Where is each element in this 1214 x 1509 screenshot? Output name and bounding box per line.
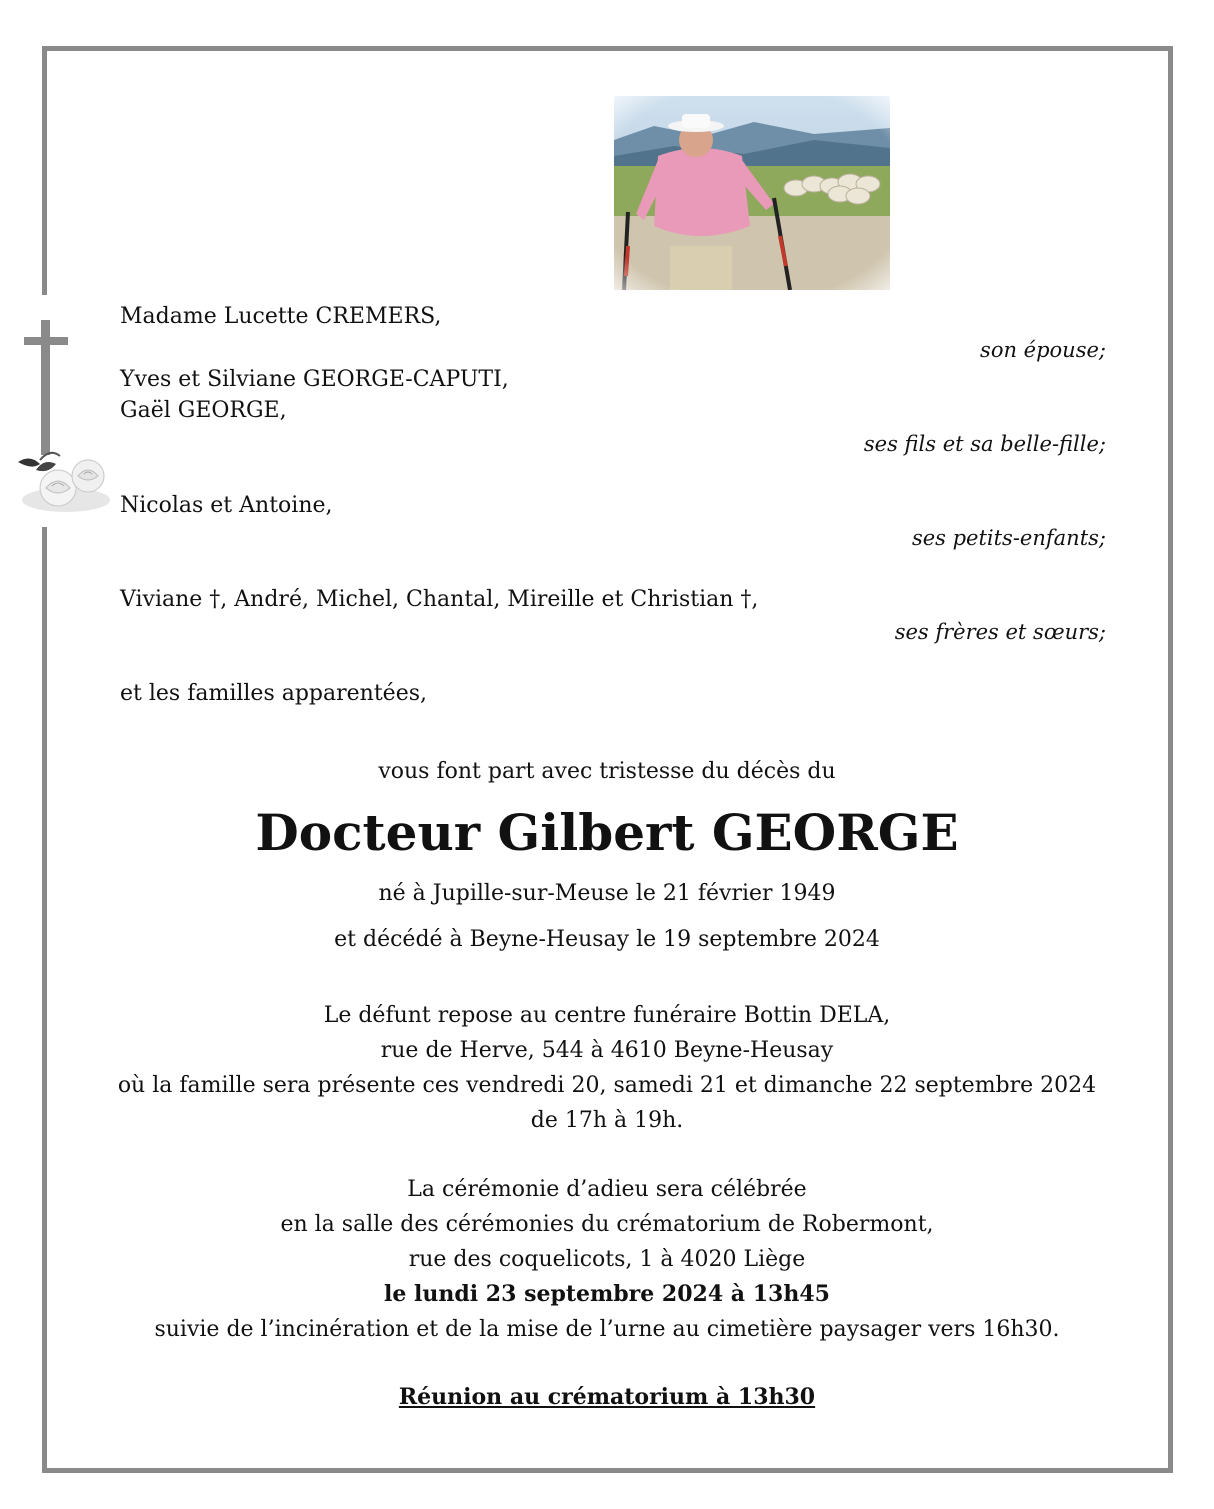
roses-icon [10, 440, 114, 520]
meeting-note: Réunion au crématorium à 13h30 [398, 1384, 816, 1410]
grandchildren-names: Nicolas et Antoine, [120, 493, 333, 518]
ceremony-line-1: La cérémonie d’adieu sera célébrée [407, 1177, 807, 1202]
ceremony-date: le lundi 23 septembre 2024 à 13h45 [384, 1281, 830, 1307]
ceremony-line-5: suivie de l’incinération et de la mise de l’urne au cimetière paysager vers 16h30. [154, 1317, 1060, 1342]
grandchildren-role: ses petits-enfants; [911, 526, 1106, 550]
spouse-role: son épouse; [980, 338, 1106, 362]
ceremony-line-3: rue des coquelicots, 1 à 4020 Liège [408, 1247, 806, 1272]
meeting-note-wrap [0, 1380, 1214, 1415]
siblings-role: ses frères et sœurs; [894, 620, 1106, 644]
birth-line: né à Jupille-sur-Meuse le 21 février 1949 [378, 881, 836, 906]
sons-role: ses fils et sa belle-fille; [863, 432, 1106, 456]
siblings-names: Viviane †, André, Michel, Chantal, Mireille et Christian †, [120, 587, 759, 612]
ceremony-line-2: en la salle des cérémonies du crématorium de Robermont, [280, 1212, 934, 1237]
spouse-name: Madame Lucette CREMERS, [120, 304, 442, 329]
visitation-line-4: de 17h à 19h. [530, 1108, 684, 1133]
portrait-photo [614, 96, 890, 290]
deceased-name: Docteur Gilbert GEORGE [255, 803, 959, 862]
relatives-line: et les familles apparentées, [120, 681, 427, 706]
visitation-line-1: Le défunt repose au centre funéraire Bottin DELA, [323, 1003, 891, 1028]
visitation-line-2: rue de Herve, 544 à 4610 Beyne-Heusay [380, 1038, 834, 1063]
visitation-line-3: où la famille sera présente ces vendredi 20, samedi 21 et dimanche 22 septembre 2024 [117, 1073, 1097, 1098]
sons-line-2: Gaël GEORGE, [120, 398, 287, 423]
cross-icon [24, 320, 68, 455]
sons-line-1: Yves et Silviane GEORGE-CAPUTI, [120, 367, 509, 392]
announcement-intro: vous font part avec tristesse du décès du [378, 759, 836, 784]
death-line: et décédé à Beyne-Heusay le 19 septembre 2024 [334, 927, 880, 952]
